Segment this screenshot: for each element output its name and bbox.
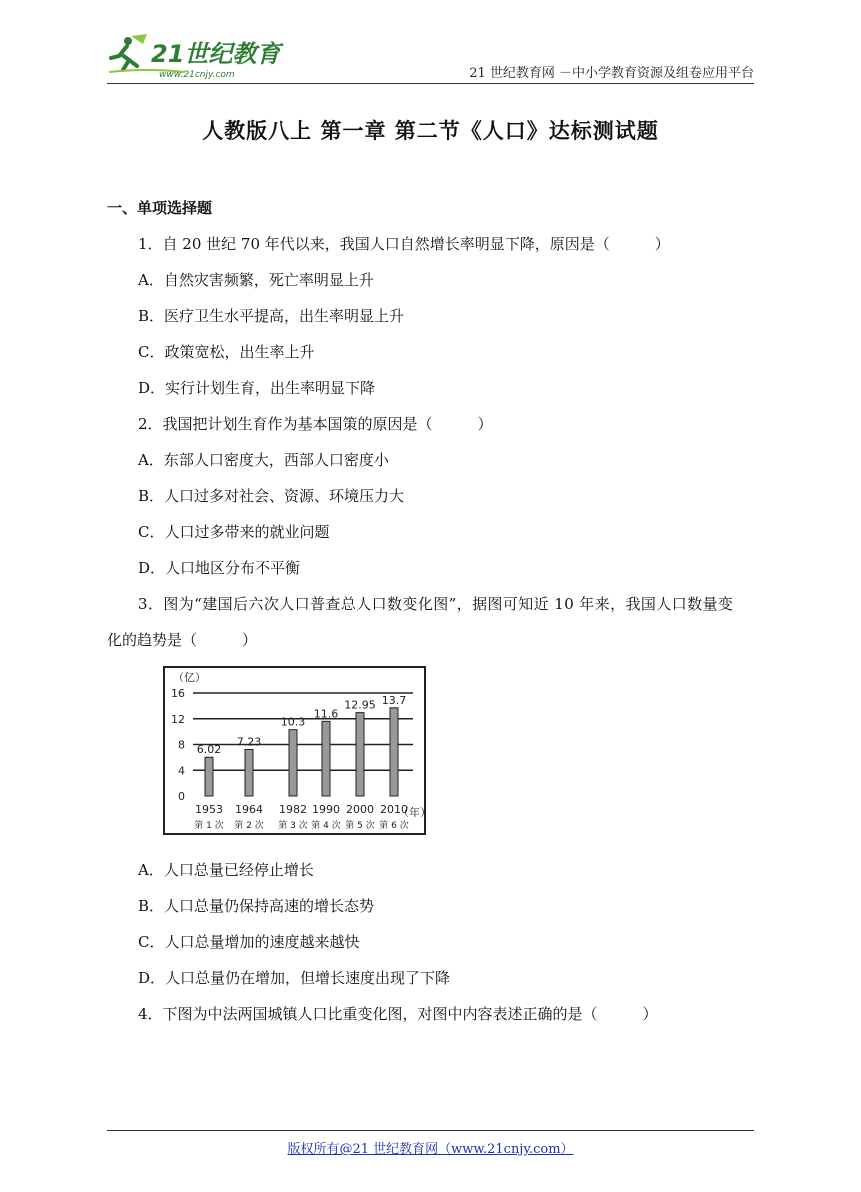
- question-1-option-b: B．医疗卫生水平提高，出生率明显上升: [138, 307, 405, 325]
- bar-value-label: 13.7: [381, 693, 407, 707]
- question-2-option-c: C．人口过多带来的就业问题: [138, 523, 330, 541]
- logo-url: www.21cnjy.com: [159, 70, 235, 80]
- y-unit-label: （亿）: [173, 671, 206, 684]
- question-1-option-d: D．实行计划生育，出生率明显下降: [138, 379, 376, 397]
- section-heading: 一、单项选择题: [107, 199, 213, 217]
- census-label: 第 1 次: [194, 821, 224, 831]
- y-tick-label: 8: [178, 738, 185, 752]
- question-3-stem-continued: 化的趋势是（ ）: [107, 631, 258, 649]
- question-1-option-c: C．政策宽松，出生率上升: [138, 343, 315, 361]
- bar-value-label: 10.3: [280, 715, 306, 729]
- census-label: 第 6 次: [379, 821, 409, 831]
- x-unit-label: （年）: [398, 806, 431, 819]
- question-1-stem: 1．自 20 世纪 70 年代以来，我国人口自然增长率明显下降，原因是（ ）: [138, 235, 670, 253]
- bar-1990: [322, 721, 330, 796]
- question-3-option-b: B．人口总量仍保持高速的增长态势: [138, 897, 375, 915]
- y-tick-label: 12: [171, 712, 185, 726]
- y-tick-label: 16: [171, 687, 185, 700]
- y-tick-label: 0: [178, 790, 185, 803]
- question-3-option-c: C．人口总量增加的速度越来越快: [138, 933, 360, 951]
- question-2-option-d: D．人口地区分布不平衡: [138, 559, 301, 577]
- bar-1953: [205, 757, 213, 796]
- census-label: 第 5 次: [345, 821, 375, 831]
- question-2-option-b: B．人口过多对社会、资源、环境压力大: [138, 487, 405, 505]
- bar-1964: [245, 749, 253, 796]
- x-tick-label: 1964: [235, 803, 263, 816]
- question-2-option-a: A．东部人口密度大，西部人口密度小: [138, 451, 389, 469]
- bar-value-label: 11.6: [313, 707, 339, 721]
- bar-1982: [289, 730, 297, 796]
- question-3-option-a: A．人口总量已经停止增长: [138, 861, 314, 879]
- x-tick-label: 2010: [380, 803, 408, 816]
- footer-divider: [107, 1130, 754, 1131]
- census-label: 第 2 次: [234, 821, 264, 831]
- bar-value-label: 7.23: [236, 735, 262, 749]
- bar-value-label: 6.02: [196, 743, 222, 757]
- x-tick-label: 1990: [312, 803, 340, 816]
- page-title: 人教版八上 第一章 第二节《人口》达标测试题: [202, 118, 659, 143]
- x-tick-label: 1982: [279, 803, 307, 816]
- question-1-option-a: A．自然灾害频繁，死亡率明显上升: [138, 271, 374, 289]
- bar-2000: [356, 713, 364, 796]
- question-4-stem: 4．下图为中法两国城镇人口比重变化图，对图中内容表述正确的是（ ）: [138, 1005, 658, 1023]
- site-logo: [107, 32, 282, 80]
- x-tick-label: 2000: [346, 803, 374, 816]
- site-name: 21 世纪教育网 －中小学教育资源及组卷应用平台: [469, 66, 754, 81]
- x-tick-label: 1953: [195, 803, 223, 816]
- question-3-option-d: D．人口总量仍在增加，但增长速度出现了下降: [138, 969, 451, 987]
- question-3-stem: 3．图为“建国后六次人口普查总人口数变化图”，据图可知近 10 年来，我国人口数量变: [138, 595, 734, 613]
- bar-value-label: 12.95: [344, 698, 376, 712]
- census-label: 第 3 次: [278, 821, 308, 831]
- census-label: 第 4 次: [311, 821, 341, 831]
- question-2-stem: 2．我国把计划生育作为基本国策的原因是（ ）: [138, 415, 493, 433]
- logo-text: 21世纪教育: [151, 40, 281, 68]
- copyright-link[interactable]: 版权所有@21 世纪教育网（www.21cnjy.com）: [287, 1142, 574, 1157]
- y-tick-label: 4: [178, 764, 185, 778]
- header-divider: [107, 83, 754, 84]
- bar-2010: [390, 708, 398, 796]
- census-population-chart: [163, 666, 431, 835]
